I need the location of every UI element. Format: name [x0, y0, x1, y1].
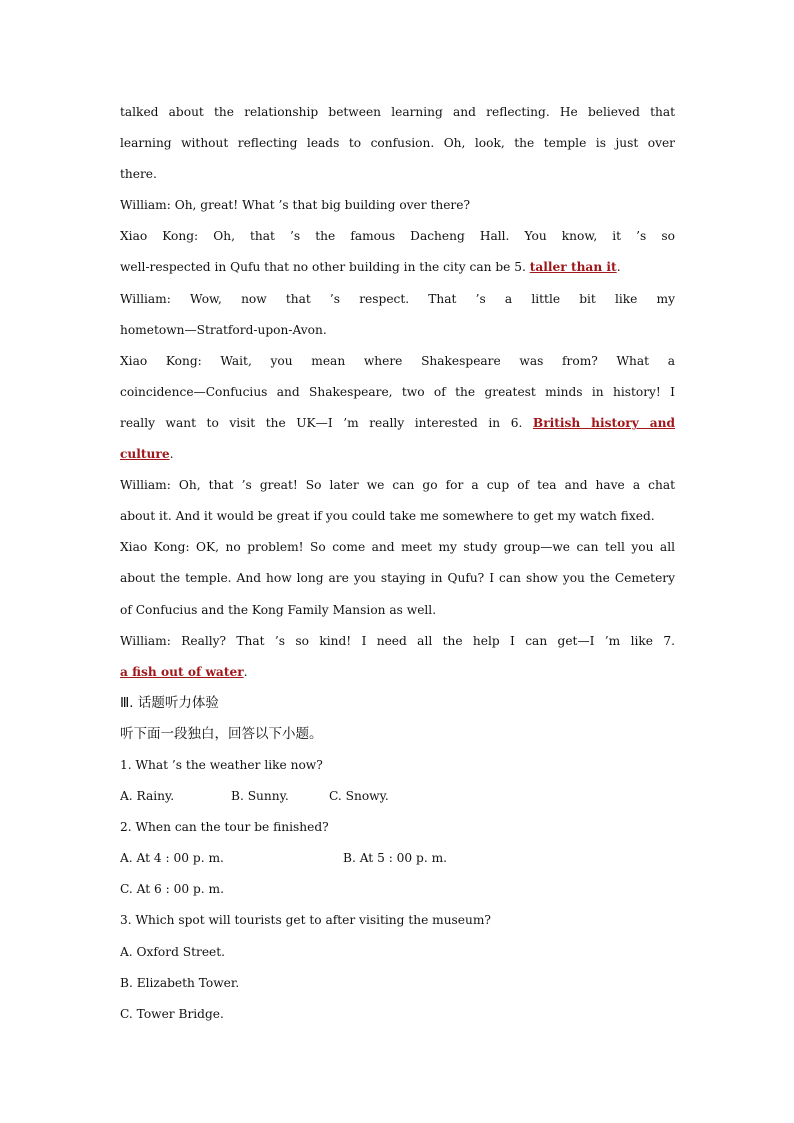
line-text: really want to visit the UK—I ’m really interested in 6. — [120, 415, 533, 430]
option-b: B. At 5 : 00 p. m. — [343, 851, 448, 866]
question-2-options — [120, 843, 675, 874]
dialogue-line-xiao-kong: Xiao Kong: Oh, that ’s the famous Dacheng Hall. You know, it ’s so — [120, 229, 675, 244]
question-1-options — [120, 781, 675, 812]
option-b: B. Elizabeth Tower. — [120, 975, 240, 990]
answer-6-cont: culture — [120, 447, 170, 462]
dialogue-line-xiao-kong — [120, 252, 675, 283]
dialogue-line-william: William: Really? That ’s so kind! I need all the help I can get—I ’m like 7. — [120, 633, 675, 648]
answer-5: taller than it — [529, 260, 617, 275]
paragraph-line: there. — [120, 167, 157, 182]
dialogue-line-william: William: Wow, now that ’s respect. That ’s a little bit like my — [120, 291, 675, 306]
question-2: 2. When can the tour be finished? — [120, 820, 329, 835]
option-a: A. Oxford Street. — [120, 944, 226, 959]
dialogue-line-xiao-kong: coincidence—Confucius and Shakespeare, two of the greatest minds in history! I — [120, 384, 675, 399]
option-c: C. Tower Bridge. — [120, 1006, 224, 1021]
dialogue-line-william: about it. And it would be great if you could take me somewhere to get my watch fixed. — [120, 509, 655, 524]
line-text: . — [169, 447, 174, 462]
dialogue-line-william: William: Oh, great! What ’s that big building over there? — [120, 198, 470, 213]
dialogue-line-william: William: Oh, that ’s great! So later we can go for a cup of tea and have a chat — [120, 478, 675, 493]
option-a: A. Rainy. — [120, 789, 175, 804]
option-a: A. At 4 : 00 p. m. — [120, 851, 224, 866]
document-page — [120, 97, 675, 1030]
line-text: . — [616, 260, 621, 275]
option-c: C. Snowy. — [329, 789, 389, 804]
dialogue-line-william — [120, 657, 675, 688]
section-heading: Ⅲ. 话题听力体验 — [120, 694, 219, 711]
line-text: well-respected in Qufu that no other building in the city can be 5. — [120, 260, 530, 275]
option-c: C. At 6 : 00 p. m. — [120, 882, 224, 897]
answer-6: British history and — [532, 415, 675, 430]
option-b: B. Sunny. — [231, 789, 289, 804]
dialogue-line-xiao-kong: about the temple. And how long are you staying in Qufu? I can show you the Cemetery — [120, 571, 675, 586]
dialogue-line-william: hometown—Stratford-upon-Avon. — [120, 322, 327, 337]
line-text: . — [243, 664, 248, 679]
dialogue-line-xiao-kong — [120, 408, 675, 439]
dialogue-line-xiao-kong: of Confucius and the Kong Family Mansion as well. — [120, 602, 437, 617]
dialogue-line-xiao-kong: Xiao Kong: Wait, you mean where Shakespeare was from? What a — [120, 353, 675, 368]
answer-7: a fish out of water — [120, 664, 244, 679]
question-3: 3. Which spot will tourists get to after visiting the museum? — [120, 913, 491, 928]
paragraph-line: talked about the relationship between learning and reflecting. He believed that — [120, 105, 675, 119]
section-instruction: 听下面一段独白，回答以下小题。 — [120, 725, 323, 742]
paragraph-line: learning without reflecting leads to confusion. Oh, look, the temple is just over — [120, 136, 675, 151]
question-1: 1. What ’s the weather like now? — [120, 757, 323, 772]
dialogue-line-xiao-kong: Xiao Kong: OK, no problem! So come and meet my study group—we can tell you all — [120, 540, 675, 555]
dialogue-line-xiao-kong — [120, 439, 675, 470]
